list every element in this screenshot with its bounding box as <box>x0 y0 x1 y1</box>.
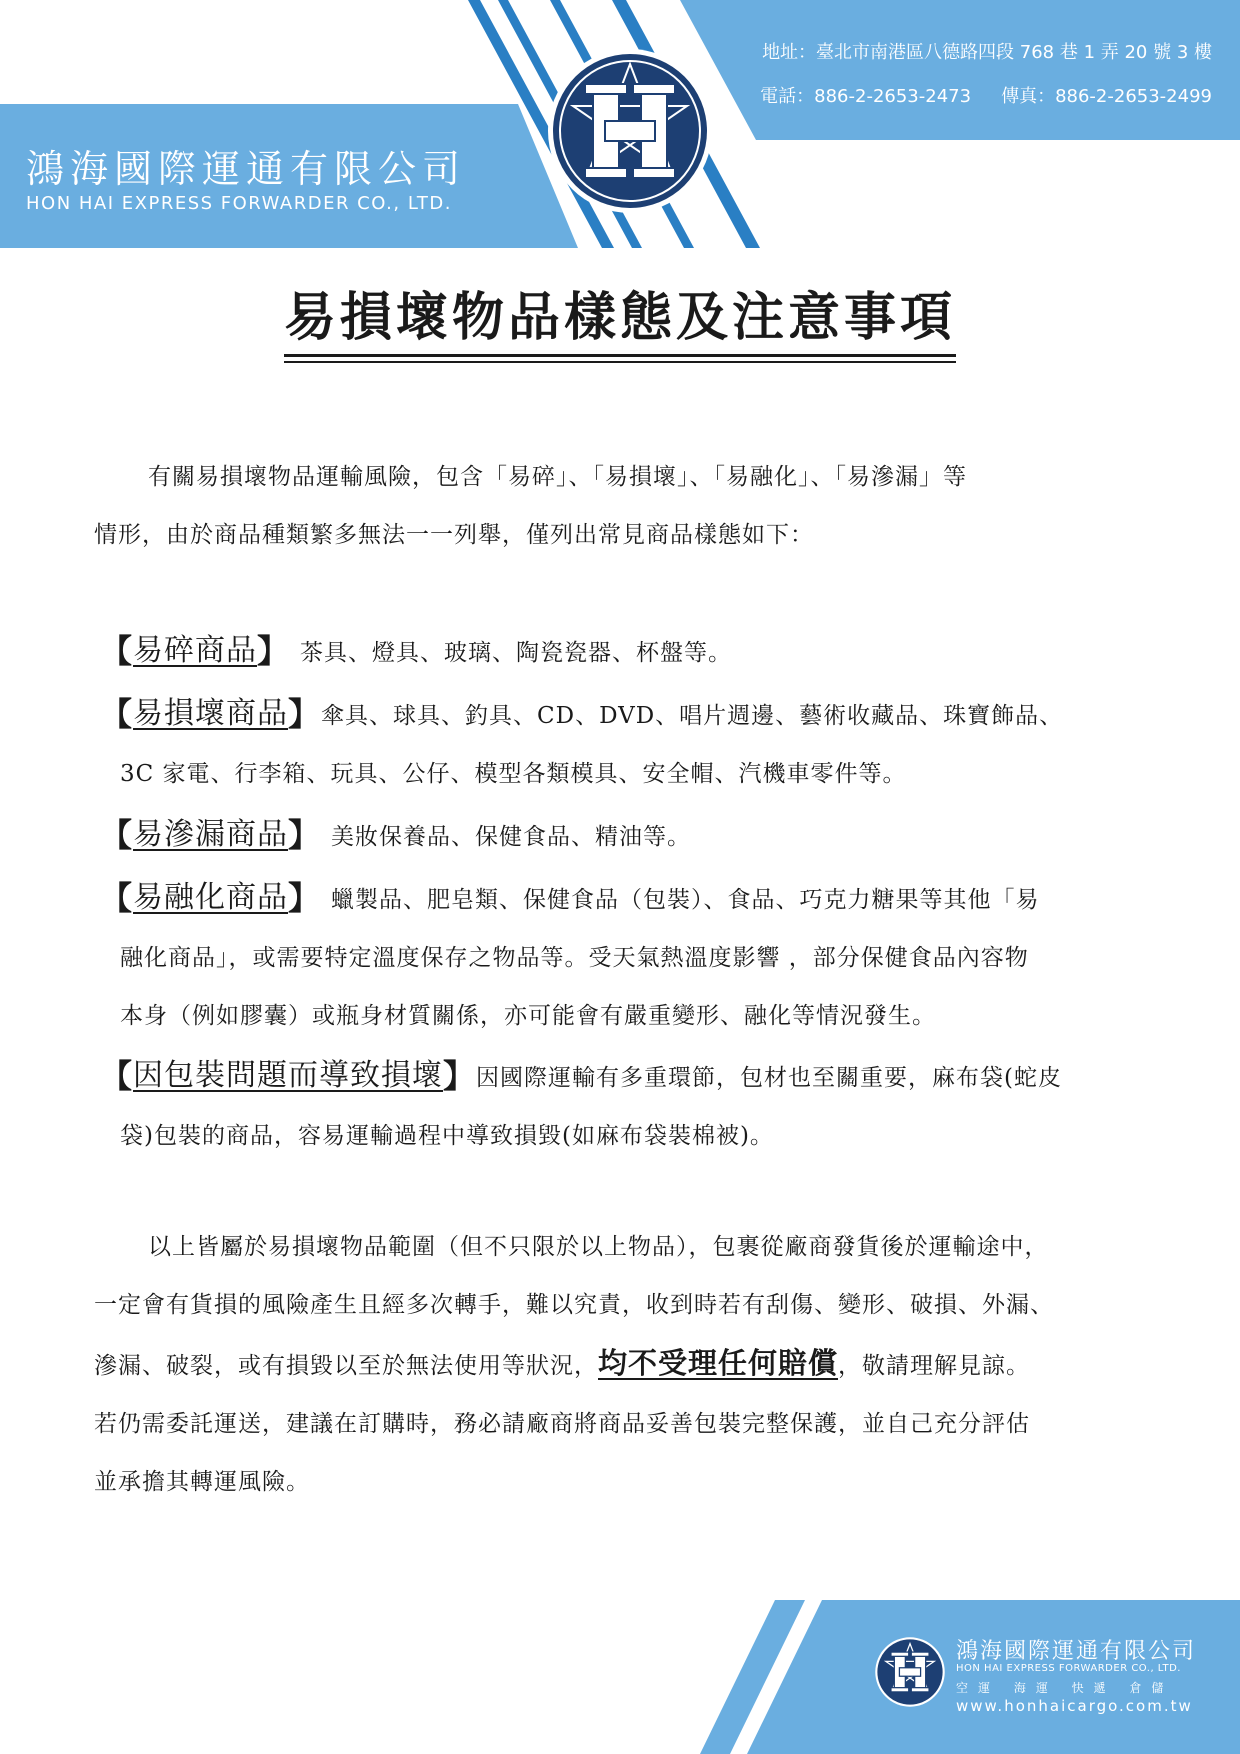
item-label: 易融化商品 <box>133 880 289 915</box>
item-packaging: 【因包裝問題而導致損壞】因國際運輸有多重環節，包材也至關重要，麻布袋(蛇皮 袋)包裝的商品，容易運輸過程中導致損毀(如麻布袋裝棉被)。 <box>100 1047 1160 1165</box>
outro-line-3-pre: 滲漏、破裂，或有損毀以至於無法使用等狀況， <box>94 1353 598 1379</box>
header-right-band <box>680 0 1240 140</box>
item-label: 因包裝問題而導致損壞 <box>133 1058 444 1093</box>
outro-line-5: 並承擔其轉運風險。 <box>94 1469 310 1495</box>
item-text: 美妝保養品、保健食品、精油等。 <box>331 824 692 850</box>
fax-number: 傳真：886-2-2653-2499 <box>1001 86 1212 107</box>
intro-line-1: 有關易損壞物品運輸風險，包含「易碎」、「易損壞」、「易融化」、「易滲漏」等 <box>148 464 967 490</box>
item-text-cont: 袋)包裝的商品，容易運輸過程中導致損毀(如麻布袋裝棉被)。 <box>120 1123 774 1149</box>
item-damageable: 【易損壞商品】傘具、球具、釣具、CD、DVD、唱片週邊、藝術收藏品、珠寶飾品、 3C 家電、行李箱、玩具、公仔、模型各類模具、安全帽、汽機車零件等。 <box>100 685 1160 803</box>
item-label: 易損壞商品 <box>133 696 289 731</box>
footer-services: 空運 海運 快遞 倉儲 <box>956 1681 1174 1695</box>
company-name-en: HON HAI EXPRESS FORWARDER CO., LTD. <box>26 193 452 214</box>
phone-number: 電話：886-2-2653-2473 <box>760 86 972 107</box>
outro-line-4: 若仍需委託運送，建議在訂購時，務必請廠商將商品妥善包裝完整保護，並自己充分評估 <box>94 1411 1030 1437</box>
footer-logo <box>874 1636 946 1708</box>
footer-banner <box>0 1600 1240 1754</box>
item-text: 蠟製品、肥皂類、保健食品（包裝）、食品、巧克力糖果等其他「易 <box>331 887 1040 913</box>
item-meltable: 【易融化商品】 蠟製品、肥皂類、保健食品（包裝）、食品、巧克力糖果等其他「易 融化商品」，或需要特定溫度保存之物品等。受天氣熱溫度影響 ，部分保健食品內容物 本身（例如膠囊）或瓶身材質關係，亦可能會有嚴重變形、融化等情況發生。 <box>100 869 1160 1045</box>
intro-paragraph <box>94 448 1154 564</box>
company-logo <box>545 46 715 216</box>
footer-band <box>747 1600 1240 1754</box>
page-title <box>0 275 1240 357</box>
footer-company-zh: 鴻海國際運通有限公司 <box>956 1639 1197 1664</box>
outro-line-3-post: ，敬請理解見諒。 <box>838 1353 1031 1379</box>
outro-paragraph <box>94 1218 1154 1511</box>
item-label: 易滲漏商品 <box>133 817 289 852</box>
item-text-cont: 融化商品」，或需要特定溫度保存之物品等。受天氣熱溫度影響 ，部分保健食品內容物 <box>120 945 1029 971</box>
item-text-cont: 3C 家電、行李箱、玩具、公仔、模型各類模具、安全帽、汽機車零件等。 <box>120 761 907 787</box>
outro-line-1: 以上皆屬於易損壞物品範圍（但不只限於以上物品），包裹從廠商發貨後於運輸途中， <box>148 1234 1049 1260</box>
page-title-text: 易損壞物品樣態及注意事項 <box>284 275 956 357</box>
intro-line-2: 情形，由於商品種類繁多無法一一列舉，僅列出常見商品樣態如下： <box>94 522 814 548</box>
footer-website[interactable]: www.honhaicargo.com.tw <box>956 1697 1193 1715</box>
item-label: 易碎商品 <box>133 633 258 668</box>
no-compensation-notice: 均不受理任何賠償 <box>598 1346 839 1380</box>
outro-line-3 <box>94 1334 1154 1395</box>
contact-line <box>760 82 1212 108</box>
item-fragile: 【易碎商品】 茶具、燈具、玻璃、陶瓷瓷器、杯盤等。 <box>100 632 733 670</box>
company-name-zh: 鴻海國際運通有限公司 <box>26 147 467 191</box>
item-text: 傘具、球具、釣具、CD、DVD、唱片週邊、藝術收藏品、珠寶飾品、 <box>321 703 1064 729</box>
footer-company-en: HON HAI EXPRESS FORWARDER CO., LTD. <box>956 1663 1181 1674</box>
item-leakable: 【易滲漏商品】 美妝保養品、保健食品、精油等。 <box>100 816 692 854</box>
item-text: 茶具、燈具、玻璃、陶瓷瓷器、杯盤等。 <box>300 640 733 666</box>
item-text: 因國際運輸有多重環節，包材也至關重要，麻布袋(蛇皮 <box>476 1065 1063 1091</box>
item-text-cont: 本身（例如膠囊）或瓶身材質關係，亦可能會有嚴重變形、融化等情況發生。 <box>120 1003 936 1029</box>
company-address: 地址：臺北市南港區八德路四段 768 巷 1 弄 20 號 3 樓 <box>762 42 1212 63</box>
outro-line-2: 一定會有貨損的風險產生且經多次轉手，難以究責，收到時若有刮傷、變形、破損、外漏、 <box>94 1292 1054 1318</box>
